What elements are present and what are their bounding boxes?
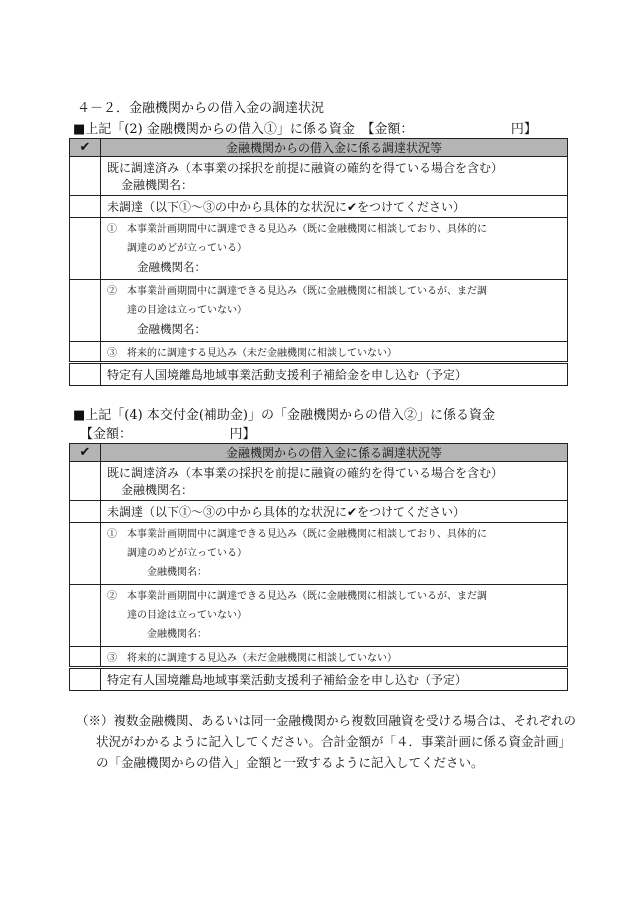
funding-status-table-2 (69, 443, 568, 691)
table-row (70, 218, 568, 280)
checkbox-cell-done[interactable] (70, 462, 101, 501)
checkbox-cell-not-done[interactable] (70, 196, 101, 218)
checkbox-cell-option1[interactable] (70, 523, 101, 585)
checkbox-cell-subsidy[interactable] (70, 668, 101, 691)
option3-label: ③ 将来的に調達する見込み（未だ金融機関に相談していない） (101, 342, 568, 363)
section2-heading: ■上記「(4) 本交付金(補助金)」の「金融機関からの借入②」に係る資金 (73, 408, 495, 423)
option1-bank-label: 金融機関名： (147, 567, 207, 578)
row-done-label: 既に調達済み（本事業の採択を前提に融資の確約を得ている場合を含む） (107, 466, 504, 480)
row-done-label: 既に調達済み（本事業の採択を前提に融資の確約を得ている場合を含む） (107, 161, 504, 175)
footnote-text: （※）複数金融機関、あるいは同一金融機関から複数回融資を受ける場合は、それぞれの状況がわかるように記入してください。合計金額が「４．事業計画に係る資金計画」の「金融機関からの借入」金額と一致するように記入してください。 (76, 713, 577, 770)
section-title: ４－２．金融機関からの借入金の調達状況 (77, 101, 325, 116)
option1-line2: 調達のめどが立っている） (127, 243, 247, 254)
table-row (70, 157, 568, 196)
checkbox-cell-option2[interactable] (70, 280, 101, 342)
table-header: 金融機関からの借入金に係る調達状況等 (101, 444, 568, 462)
check-column-header: ✔ (70, 444, 101, 462)
table-row (70, 462, 568, 501)
table-row (70, 363, 568, 386)
option2-bank-label: 金融機関名： (147, 629, 207, 640)
bank-name-label: 金融機関名： (121, 178, 194, 192)
table-row (70, 523, 568, 585)
option3-label: ③ 将来的に調達する見込み（未だ金融機関に相談していない） (101, 647, 568, 668)
funding-status-table-1 (69, 138, 568, 386)
checkbox-cell-subsidy[interactable] (70, 363, 101, 386)
option1-line1: ① 本事業計画期間中に調達できる見込み（既に金融機関に相談しており、具体的に (107, 224, 487, 235)
option1-line1: ① 本事業計画期間中に調達できる見込み（既に金融機関に相談しており、具体的に (107, 529, 487, 540)
option1-line2: 調達のめどが立っている） (127, 548, 247, 559)
table-row (70, 501, 568, 523)
checkbox-cell-option3[interactable] (70, 647, 101, 668)
section2-amount: 【金額： 円】 (80, 427, 256, 442)
option2-line2: 達の目途は立っていない） (127, 305, 247, 316)
subsidy-label: 特定有人国境離島地域事業活動支援利子補給金を申し込む（予定） (101, 668, 568, 691)
section1-heading: ■上記「(2) 金融機関からの借入①」に係る資金 【金額： 円】 (73, 122, 537, 137)
checkbox-cell-option2[interactable] (70, 585, 101, 647)
table-row (70, 647, 568, 668)
table-row (70, 342, 568, 363)
checkbox-cell-option1[interactable] (70, 218, 101, 280)
checkbox-cell-not-done[interactable] (70, 501, 101, 523)
table-row (70, 585, 568, 647)
option1-bank-label: 金融機関名： (137, 260, 206, 274)
checkbox-cell-done[interactable] (70, 157, 101, 196)
option2-line1: ② 本事業計画期間中に調達できる見込み（既に金融機関に相談しているが、まだ調 (107, 286, 487, 297)
table-header: 金融機関からの借入金に係る調達状況等 (101, 139, 568, 157)
option2-line1: ② 本事業計画期間中に調達できる見込み（既に金融機関に相談しているが、まだ調 (107, 591, 487, 602)
row-not-done-label: 未調達（以下①～③の中から具体的な状況に✔をつけてください） (101, 196, 568, 218)
subsidy-label: 特定有人国境離島地域事業活動支援利子補給金を申し込む（予定） (101, 363, 568, 386)
bank-name-label: 金融機関名： (121, 483, 194, 497)
row-not-done-label: 未調達（以下①～③の中から具体的な状況に✔をつけてください） (101, 501, 568, 523)
option2-bank-label: 金融機関名： (137, 322, 206, 336)
check-column-header: ✔ (70, 139, 101, 157)
checkbox-cell-option3[interactable] (70, 342, 101, 363)
option2-line2: 達の目途は立っていない） (127, 610, 247, 621)
table-row (70, 668, 568, 691)
table-row (70, 196, 568, 218)
footnote (76, 710, 576, 773)
table-row (70, 280, 568, 342)
